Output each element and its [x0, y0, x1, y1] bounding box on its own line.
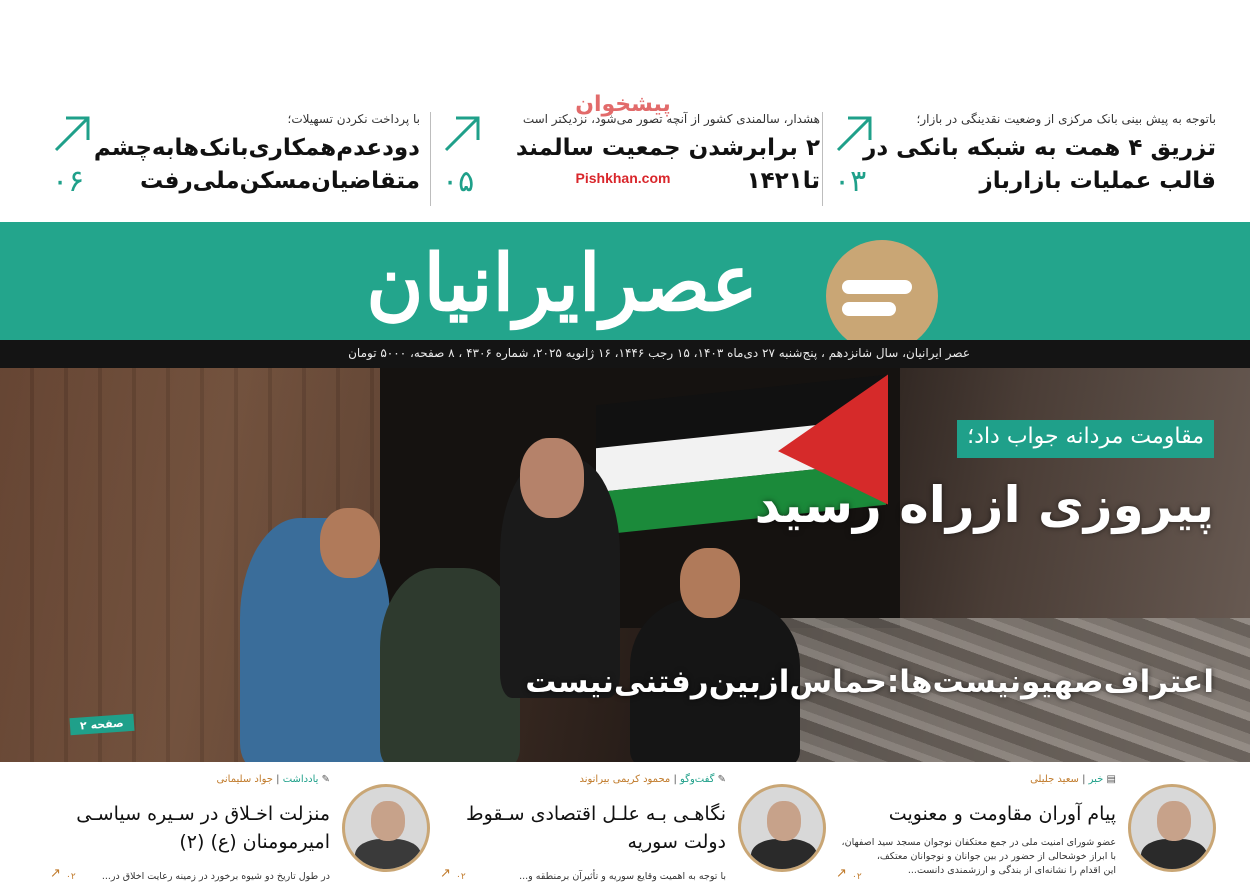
avatar [738, 784, 826, 872]
watermark [563, 92, 683, 192]
column-snippet: با توجه به اهمیت وقایع سوریه و تأثیرآن برمنطقه و... [519, 871, 726, 882]
byline-author: سعید جلیلی [1030, 774, 1079, 785]
arrow-up-right-icon [832, 112, 876, 156]
column-title: نگاهـی بـه علـل اقتصادی سـقوط دولت سوریه [466, 803, 726, 853]
page-arrow-icon: ↗ [440, 866, 451, 881]
byline-author: جواد سلیمانی [216, 774, 273, 785]
byline-role: یادداشت [282, 774, 319, 785]
column-snippet: عضو شورای امنیت ملی در جمع معتکفان نوجوان مسجد سید اصفهان، با ابراز خوشحالی از حضور در بین جوانان و نوجوانان معتکف، این اقدام را نشانه‌ای از بندگی و ارزشمندی دانست... [841, 837, 1116, 876]
logo-text: عصرایرانیان [366, 237, 758, 329]
teaser-headline: تزریق ۴ همت به شبکه بانکی در قالب عملیات بازارباز [863, 135, 1216, 194]
column-page-number: ۰۲ [852, 872, 862, 882]
lead-kicker: مقاومت مردانه جواب داد؛ [957, 420, 1214, 458]
photo-person [520, 438, 584, 518]
logo-emblem [826, 240, 938, 352]
teaser-page-number: ۰۳ [834, 164, 867, 199]
photo-person [380, 568, 520, 762]
chat-icon: ✎ [717, 774, 726, 785]
column-news[interactable] [836, 774, 1216, 892]
byline-role: خبر [1088, 774, 1104, 785]
page-tag: صفحه ۲ [69, 714, 134, 735]
pen-icon: ✎ [321, 774, 330, 785]
column-title: پیام آوران مقاومت و معنویت [888, 803, 1116, 825]
column-page-number: ۰۲ [66, 872, 76, 882]
watermark-fa: پیشخوان [575, 92, 671, 117]
emblem-stroke [842, 302, 896, 316]
page-arrow-icon: ↗ [50, 866, 61, 881]
emblem-stroke [842, 280, 912, 294]
issue-info: عصر ایرانیان، سال شانزدهم ، پنج‌شنبه ۲۷ دی‌ماه ۱۴۰۳، ۱۵ رجب ۱۴۴۶، ۱۶ ژانویه ۲۰۲۵، شماره ۴۳۰۶ ، ۸ صفحه، ۵۰۰۰ تومان [348, 346, 970, 360]
newspaper-logo[interactable] [312, 228, 812, 338]
byline-author: محمود کریمی بیرانوند [579, 774, 671, 785]
masthead [0, 222, 1250, 340]
teaser-page-number: ۰۶ [52, 164, 85, 199]
column-interview[interactable] [440, 774, 826, 892]
divider [822, 112, 823, 206]
arrow-up-right-icon [50, 112, 94, 156]
teaser-kicker: هشدار، سالمندی کشور از آنچه تصور می‌شود، نزدیکتر است [522, 112, 820, 126]
teaser-kicker: با پرداخت نکردن تسهیلات؛ [287, 112, 420, 126]
avatar [1128, 784, 1216, 872]
column-title: منزلت اخـلاق در سـیره سیاسـی امیرمومنان (ع) (۲) [76, 803, 330, 853]
photo-person [320, 508, 380, 578]
issue-info-bar [0, 340, 1250, 368]
byline: ✎ یادداشت | جواد سلیمانی [216, 774, 330, 785]
arrow-up-right-icon [440, 112, 484, 156]
column-page-number: ۰۲ [456, 872, 466, 882]
page-arrow-icon: ↗ [836, 866, 847, 881]
lead-headline[interactable]: پیروزی ازراه رسید [754, 476, 1214, 534]
teaser-headline: ۲ برابرشدن جمعیت سالمند تا۱۴۲۱ [515, 135, 820, 194]
byline: ▤ خبر | سعید جلیلی [1030, 774, 1116, 785]
teaser-economy[interactable] [832, 112, 1216, 212]
watermark-url: Pishkhan.com [575, 170, 671, 186]
teaser-headline: دودعدم‌همکاری‌بانک‌هابه‌چشم متقاضیان‌مسکن‌ملی‌رفت [93, 135, 420, 194]
layers-icon: ▤ [1106, 774, 1116, 785]
avatar [342, 784, 430, 872]
column-snippet: در طول تاریخ دو شیوه برخورد در زمینه رعایت اخلاق در... [101, 871, 330, 882]
teaser-page-number: ۰۵ [442, 164, 475, 199]
byline-role: گفت‌وگو [680, 774, 715, 785]
lead-subheadline[interactable]: اعتراف‌صهیونیست‌ها:حماس‌ازبین‌رفتنی‌نیست [525, 664, 1214, 700]
teaser-housing[interactable] [50, 112, 420, 212]
teaser-kicker: باتوجه به پیش بینی بانک مرکزی از وضعیت نقدینگی در بازار؛ [916, 112, 1216, 126]
divider [430, 112, 431, 206]
photo-person [680, 548, 740, 618]
column-note[interactable] [50, 774, 430, 892]
byline: ✎ گفت‌وگو | محمود کریمی بیرانوند [579, 774, 726, 785]
